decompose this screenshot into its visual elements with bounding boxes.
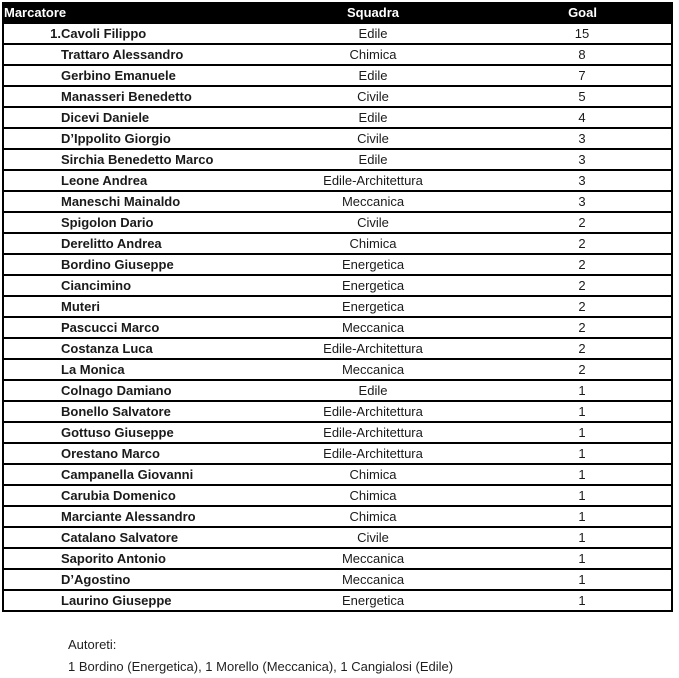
- scorer-goals: 2: [493, 275, 672, 296]
- table-row: [3, 464, 672, 485]
- scorer-name: Laurino Giuseppe: [61, 590, 253, 611]
- scorer-goals: 1: [493, 527, 672, 548]
- scorer-name: Orestano Marco: [61, 443, 253, 464]
- scorer-name: Gottuso Giuseppe: [61, 422, 253, 443]
- scorer-rank: [3, 86, 61, 107]
- table-row: [3, 212, 672, 233]
- scorer-rank: [3, 590, 61, 611]
- scorer-name: D’Ippolito Giorgio: [61, 128, 253, 149]
- table-row: [3, 380, 672, 401]
- scorer-rank: [3, 380, 61, 401]
- scorer-team: Energetica: [253, 296, 493, 317]
- scorer-goals: 1: [493, 422, 672, 443]
- scorer-rank: [3, 548, 61, 569]
- scorer-name: Derelitto Andrea: [61, 233, 253, 254]
- scorer-team: Edile-Architettura: [253, 401, 493, 422]
- scorer-team: Edile: [253, 380, 493, 401]
- scorer-team: Energetica: [253, 275, 493, 296]
- scorer-team: Meccanica: [253, 191, 493, 212]
- scorer-goals: 3: [493, 170, 672, 191]
- scorer-team: Chimica: [253, 44, 493, 65]
- scorer-rank: [3, 317, 61, 338]
- scorer-team: Energetica: [253, 254, 493, 275]
- table-header-row: [3, 3, 672, 23]
- table-row: [3, 548, 672, 569]
- table-row: [3, 506, 672, 527]
- scorer-rank: [3, 569, 61, 590]
- table-row: [3, 86, 672, 107]
- table-row: [3, 233, 672, 254]
- table-row: [3, 44, 672, 65]
- table-row: [3, 590, 672, 611]
- scorer-name: D’Agostino: [61, 569, 253, 590]
- scorer-name: Sirchia Benedetto Marco: [61, 149, 253, 170]
- scorer-team: Edile: [253, 149, 493, 170]
- scorer-team: Edile: [253, 23, 493, 44]
- table-row: [3, 254, 672, 275]
- scorer-name: Maneschi Mainaldo: [61, 191, 253, 212]
- scorer-rank: [3, 506, 61, 527]
- scorer-team: Meccanica: [253, 359, 493, 380]
- scorer-team: Edile-Architettura: [253, 443, 493, 464]
- scorer-name: Dicevi Daniele: [61, 107, 253, 128]
- scorer-rank: [3, 128, 61, 149]
- table-row: [3, 128, 672, 149]
- column-header-goal: Goal: [493, 3, 672, 23]
- scorer-team: Civile: [253, 212, 493, 233]
- table-row: [3, 401, 672, 422]
- table-row: [3, 317, 672, 338]
- scorer-goals: 1: [493, 485, 672, 506]
- scorer-team: Edile-Architettura: [253, 338, 493, 359]
- scorer-table-body: [3, 23, 672, 611]
- scorer-name: Trattaro Alessandro: [61, 44, 253, 65]
- scorer-rank: [3, 107, 61, 128]
- table-row: [3, 170, 672, 191]
- table-row: [3, 149, 672, 170]
- scorer-rank: [3, 191, 61, 212]
- table-row: [3, 422, 672, 443]
- scorer-goals: 4: [493, 107, 672, 128]
- scorer-goals: 1: [493, 443, 672, 464]
- scorer-goals: 5: [493, 86, 672, 107]
- own-goals-note: [68, 634, 679, 678]
- scorer-team: Civile: [253, 86, 493, 107]
- scorer-goals: 2: [493, 254, 672, 275]
- table-row: [3, 527, 672, 548]
- scorer-rank: [3, 149, 61, 170]
- scorer-rank: [3, 527, 61, 548]
- column-header-squadra: Squadra: [253, 3, 493, 23]
- scorer-team: Chimica: [253, 485, 493, 506]
- scorer-goals: 3: [493, 149, 672, 170]
- scorer-goals: 2: [493, 233, 672, 254]
- scorer-name: Catalano Salvatore: [61, 527, 253, 548]
- scorer-goals: 1: [493, 380, 672, 401]
- table-row: [3, 338, 672, 359]
- scorer-goals: 3: [493, 128, 672, 149]
- top-scorers-table: [2, 2, 673, 612]
- scorer-team: Chimica: [253, 506, 493, 527]
- table-row: [3, 65, 672, 86]
- scorer-rank: [3, 212, 61, 233]
- scorer-name: Manasseri Benedetto: [61, 86, 253, 107]
- scorer-rank: [3, 254, 61, 275]
- scorer-team: Edile-Architettura: [253, 422, 493, 443]
- scorer-goals: 1: [493, 401, 672, 422]
- scorer-rank: 1.: [3, 23, 61, 44]
- scorer-name: La Monica: [61, 359, 253, 380]
- scorer-name: Leone Andrea: [61, 170, 253, 191]
- scorer-goals: 1: [493, 548, 672, 569]
- scorer-team: Meccanica: [253, 548, 493, 569]
- scorer-team: Meccanica: [253, 569, 493, 590]
- scorer-name: Bordino Giuseppe: [61, 254, 253, 275]
- scorer-goals: 2: [493, 296, 672, 317]
- scorer-rank: [3, 443, 61, 464]
- scorer-rank: [3, 485, 61, 506]
- scorer-goals: 15: [493, 23, 672, 44]
- scorer-rank: [3, 401, 61, 422]
- table-row: [3, 275, 672, 296]
- scorer-name: Campanella Giovanni: [61, 464, 253, 485]
- scorer-goals: 3: [493, 191, 672, 212]
- scorer-name: Spigolon Dario: [61, 212, 253, 233]
- scorer-team: Edile: [253, 65, 493, 86]
- table-row: [3, 485, 672, 506]
- scorer-goals: 2: [493, 317, 672, 338]
- document-page: [0, 2, 679, 674]
- scorer-name: Bonello Salvatore: [61, 401, 253, 422]
- scorer-rank: [3, 464, 61, 485]
- scorer-team: Chimica: [253, 464, 493, 485]
- scorer-rank: [3, 170, 61, 191]
- scorer-name: Saporito Antonio: [61, 548, 253, 569]
- scorer-goals: 1: [493, 569, 672, 590]
- scorer-goals: 2: [493, 212, 672, 233]
- scorer-team: Civile: [253, 128, 493, 149]
- scorer-goals: 1: [493, 464, 672, 485]
- scorer-rank: [3, 44, 61, 65]
- scorer-name: Cavoli Filippo: [61, 23, 253, 44]
- scorer-name: Carubia Domenico: [61, 485, 253, 506]
- scorer-name: Pascucci Marco: [61, 317, 253, 338]
- scorer-name: Costanza Luca: [61, 338, 253, 359]
- scorer-rank: [3, 338, 61, 359]
- own-goals-label: Autoreti:: [68, 637, 117, 652]
- scorer-goals: 1: [493, 590, 672, 611]
- column-header-marcatore: Marcatore: [3, 3, 253, 23]
- scorer-rank: [3, 233, 61, 254]
- scorer-name: Colnago Damiano: [61, 380, 253, 401]
- scorer-rank: [3, 275, 61, 296]
- scorer-goals: 8: [493, 44, 672, 65]
- scorer-goals: 2: [493, 359, 672, 380]
- table-row: [3, 191, 672, 212]
- own-goals-text: 1 Bordino (Energetica), 1 Morello (Meccanica), 1 Cangialosi (Edile): [68, 659, 454, 674]
- scorer-goals: 7: [493, 65, 672, 86]
- scorer-rank: [3, 422, 61, 443]
- table-row: [3, 359, 672, 380]
- table-row: [3, 107, 672, 128]
- scorer-team: Chimica: [253, 233, 493, 254]
- scorer-team: Energetica: [253, 590, 493, 611]
- table-row: [3, 296, 672, 317]
- scorer-goals: 1: [493, 506, 672, 527]
- table-row: [3, 23, 672, 44]
- scorer-team: Edile-Architettura: [253, 170, 493, 191]
- table-row: [3, 569, 672, 590]
- scorer-goals: 2: [493, 338, 672, 359]
- scorer-rank: [3, 296, 61, 317]
- scorer-name: Muteri: [61, 296, 253, 317]
- scorer-team: Edile: [253, 107, 493, 128]
- scorer-name: Gerbino Emanuele: [61, 65, 253, 86]
- scorer-name: Ciancimino: [61, 275, 253, 296]
- scorer-rank: [3, 65, 61, 86]
- table-row: [3, 443, 672, 464]
- scorer-team: Civile: [253, 527, 493, 548]
- scorer-team: Meccanica: [253, 317, 493, 338]
- scorer-rank: [3, 359, 61, 380]
- scorer-name: Marciante Alessandro: [61, 506, 253, 527]
